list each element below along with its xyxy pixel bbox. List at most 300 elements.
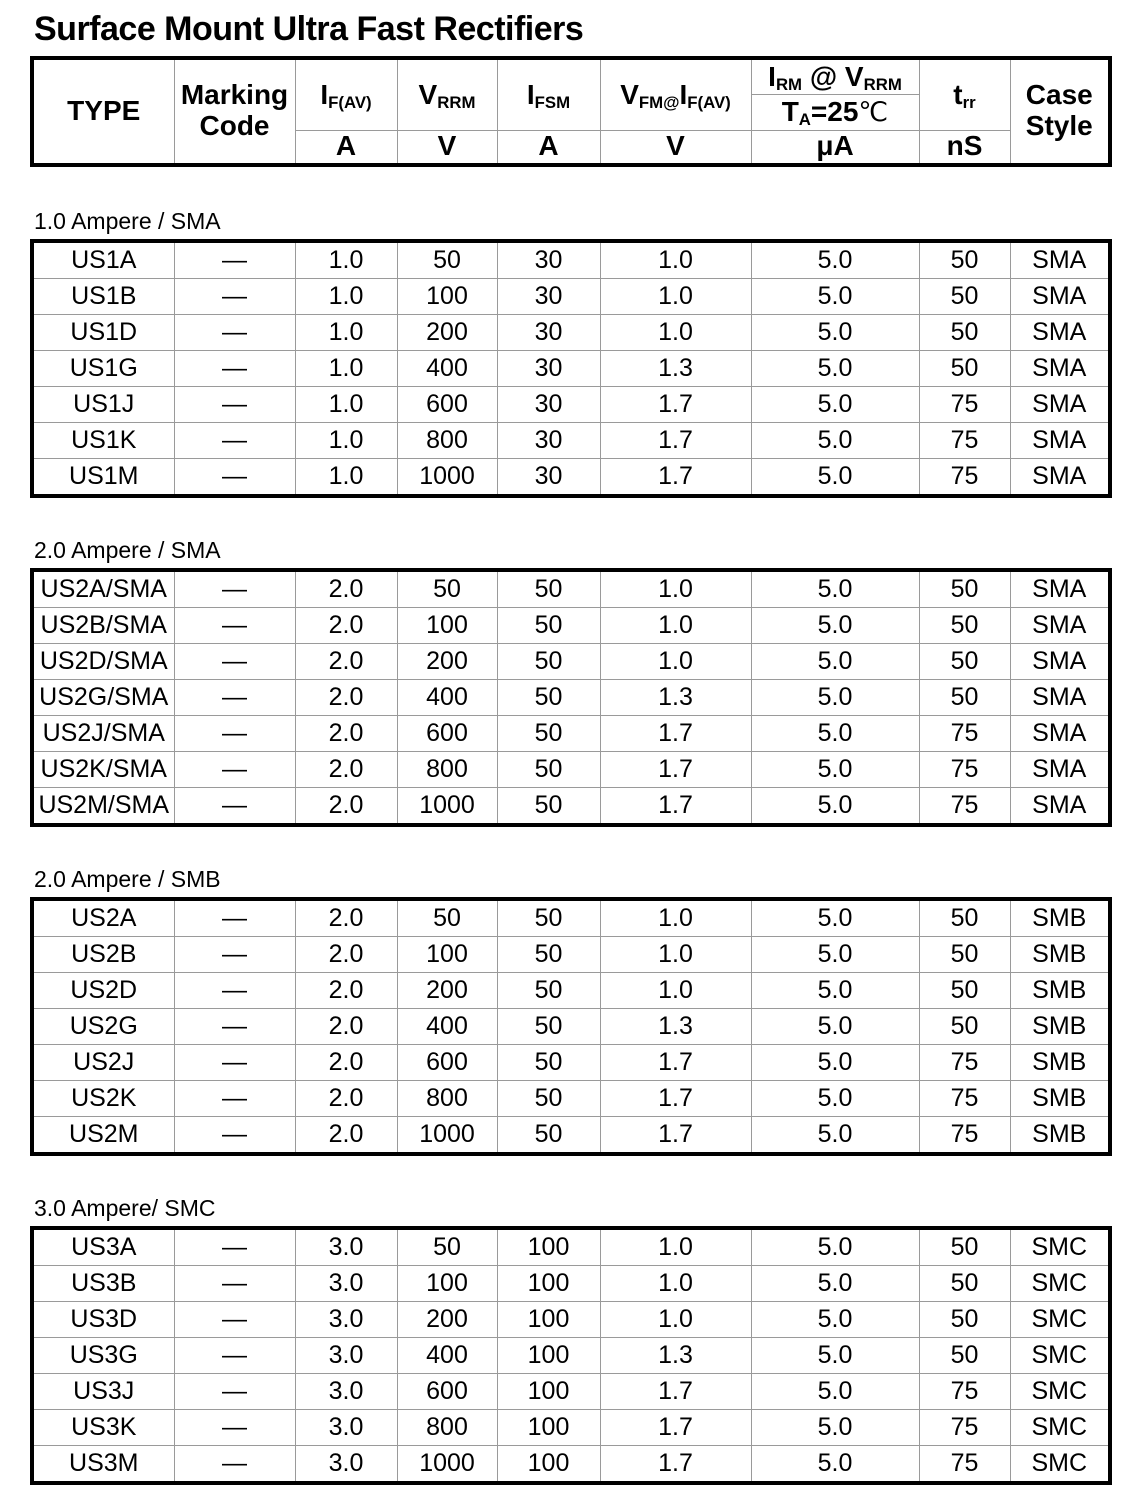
table-cell: 100 [397, 278, 497, 314]
table-cell: 50 [497, 1044, 600, 1080]
table-cell: 1.0 [295, 278, 397, 314]
table-cell: SMC [1010, 1373, 1110, 1409]
table-row [32, 1409, 1110, 1445]
table-cell: 1.3 [600, 1337, 751, 1373]
table-cell: SMC [1010, 1445, 1110, 1483]
table-row [32, 1080, 1110, 1116]
table-cell: SMA [1010, 278, 1110, 314]
table-cell: — [174, 422, 295, 458]
table-row [32, 787, 1110, 825]
table-cell: 400 [397, 350, 497, 386]
table-cell: 2.0 [295, 1008, 397, 1044]
table-body [32, 1228, 1110, 1483]
table-cell: 5.0 [751, 1301, 919, 1337]
table-cell: — [174, 899, 295, 937]
table-cell: 75 [919, 715, 1010, 751]
table-cell: US3K [32, 1409, 174, 1445]
table-cell: 1000 [397, 458, 497, 496]
table-cell: 75 [919, 1044, 1010, 1080]
table-cell: 2.0 [295, 643, 397, 679]
table-cell: 5.0 [751, 936, 919, 972]
spec-table-1a-sma [30, 239, 1112, 498]
table-cell: SMA [1010, 350, 1110, 386]
unit-trr: nS [919, 131, 1010, 165]
table-cell: 75 [919, 1409, 1010, 1445]
table-row [32, 751, 1110, 787]
irm-condition: $T_A=25℃$ [781, 96, 889, 130]
table-cell: 5.0 [751, 1373, 919, 1409]
table-cell: 5.0 [751, 1445, 919, 1483]
table-cell: 50 [919, 350, 1010, 386]
col-header-irm-at-vrrm [751, 58, 919, 131]
table-cell: 200 [397, 1301, 497, 1337]
table-cell: — [174, 1080, 295, 1116]
spec-table-3a-smc [30, 1226, 1112, 1485]
table-cell: US2K/SMA [32, 751, 174, 787]
table-row [32, 1373, 1110, 1409]
table-cell: 50 [497, 936, 600, 972]
table-cell: US3A [32, 1228, 174, 1266]
table-row [32, 899, 1110, 937]
table-cell: 2.0 [295, 1116, 397, 1154]
table-cell: — [174, 607, 295, 643]
spec-table-2a-sma [30, 568, 1112, 827]
table-cell: — [174, 1409, 295, 1445]
table-row [32, 350, 1110, 386]
table-cell: SMA [1010, 386, 1110, 422]
table-cell: 50 [397, 241, 497, 279]
col-header-trr: $t_{rr}$ [919, 58, 1010, 131]
table-cell: 50 [919, 643, 1010, 679]
table-cell: 50 [497, 1080, 600, 1116]
table-cell: 30 [497, 350, 600, 386]
table-row [32, 1301, 1110, 1337]
table-cell: SMC [1010, 1265, 1110, 1301]
table-cell: 1.0 [600, 607, 751, 643]
col-header-case-style: Case Style [1010, 58, 1110, 165]
table-cell: US2A/SMA [32, 570, 174, 608]
table-cell: 2.0 [295, 787, 397, 825]
table-cell: SMA [1010, 314, 1110, 350]
table-row [32, 972, 1110, 1008]
table-cell: 50 [497, 1116, 600, 1154]
table-row [32, 1044, 1110, 1080]
table-cell: 1.7 [600, 1445, 751, 1483]
section-label: 1.0 Ampere / SMA [34, 207, 221, 234]
table-cell: 100 [497, 1228, 600, 1266]
table-cell: 5.0 [751, 1044, 919, 1080]
table-cell: 30 [497, 314, 600, 350]
unit-if-av: A [295, 131, 397, 165]
table-cell: 5.0 [751, 386, 919, 422]
table-cell: — [174, 1044, 295, 1080]
table-cell: 50 [919, 314, 1010, 350]
table-cell: 5.0 [751, 751, 919, 787]
table-cell: 1.7 [600, 751, 751, 787]
table-cell: US2D [32, 972, 174, 1008]
table-cell: 50 [397, 1228, 497, 1266]
table-cell: SMB [1010, 899, 1110, 937]
table-cell: 2.0 [295, 715, 397, 751]
table-cell: 200 [397, 972, 497, 1008]
table-cell: 50 [919, 1337, 1010, 1373]
table-row [32, 278, 1110, 314]
table-cell: 50 [497, 607, 600, 643]
col-header-vfm-at-ifav: $V_{FM@}I_{F(AV)}$ [600, 58, 751, 131]
table-row [32, 1228, 1110, 1266]
table-cell: 3.0 [295, 1228, 397, 1266]
table-cell: 1.0 [295, 386, 397, 422]
table-body [32, 899, 1110, 1154]
table-body [32, 570, 1110, 825]
section-1a-sma [30, 209, 1111, 498]
table-cell: 5.0 [751, 1265, 919, 1301]
table-cell: 30 [497, 458, 600, 496]
table-row [32, 422, 1110, 458]
table-cell: 100 [497, 1265, 600, 1301]
table-row [32, 1008, 1110, 1044]
table-cell: US2B/SMA [32, 607, 174, 643]
table-cell: 400 [397, 1008, 497, 1044]
table-cell: US1G [32, 350, 174, 386]
table-cell: US2G [32, 1008, 174, 1044]
table-cell: SMB [1010, 936, 1110, 972]
col-header-marking-code: Marking Code [174, 58, 295, 165]
page-title: Surface Mount Ultra Fast Rectifiers [34, 10, 584, 48]
table-cell: SMA [1010, 679, 1110, 715]
table-cell: US1D [32, 314, 174, 350]
table-cell: 50 [919, 972, 1010, 1008]
table-row [32, 458, 1110, 496]
table-cell: — [174, 679, 295, 715]
table-cell: — [174, 386, 295, 422]
table-body [32, 241, 1110, 496]
table-cell: — [174, 1373, 295, 1409]
table-cell: 5.0 [751, 899, 919, 937]
table-cell: 50 [919, 1008, 1010, 1044]
table-cell: — [174, 314, 295, 350]
table-cell: US3J [32, 1373, 174, 1409]
table-cell: 5.0 [751, 458, 919, 496]
table-cell: SMA [1010, 422, 1110, 458]
table-cell: 1.0 [600, 278, 751, 314]
table-cell: US1A [32, 241, 174, 279]
table-cell: 1.0 [600, 899, 751, 937]
table-cell: 3.0 [295, 1373, 397, 1409]
table-cell: — [174, 241, 295, 279]
table-cell: 1.3 [600, 679, 751, 715]
table-cell: 5.0 [751, 715, 919, 751]
table-cell: 50 [497, 972, 600, 1008]
table-cell: 50 [919, 1301, 1010, 1337]
table-cell: SMC [1010, 1301, 1110, 1337]
table-cell: 5.0 [751, 972, 919, 1008]
table-cell: SMC [1010, 1409, 1110, 1445]
table-cell: 2.0 [295, 570, 397, 608]
table-row [32, 241, 1110, 279]
table-cell: 5.0 [751, 350, 919, 386]
table-row [32, 679, 1110, 715]
table-cell: 50 [497, 715, 600, 751]
table-cell: US1K [32, 422, 174, 458]
table-cell: SMA [1010, 241, 1110, 279]
table-cell: 800 [397, 1409, 497, 1445]
table-cell: 1.0 [600, 241, 751, 279]
table-cell: 3.0 [295, 1445, 397, 1483]
table-cell: 600 [397, 1373, 497, 1409]
table-cell: 1.0 [600, 1265, 751, 1301]
table-cell: 3.0 [295, 1301, 397, 1337]
table-cell: 1000 [397, 1116, 497, 1154]
unit-ifsm: A [497, 131, 600, 165]
table-cell: 5.0 [751, 643, 919, 679]
table-cell: US3D [32, 1301, 174, 1337]
col-header-if-av: $I_{F(AV)}$ [295, 58, 397, 131]
table-cell: 3.0 [295, 1265, 397, 1301]
table-cell: 100 [497, 1373, 600, 1409]
table-cell: 1.0 [295, 241, 397, 279]
table-cell: 1.0 [600, 643, 751, 679]
table-cell: 50 [397, 570, 497, 608]
table-cell: 100 [397, 936, 497, 972]
table-cell: 2.0 [295, 679, 397, 715]
table-cell: 1.3 [600, 1008, 751, 1044]
table-cell: 100 [497, 1409, 600, 1445]
table-cell: SMB [1010, 1116, 1110, 1154]
table-cell: — [174, 715, 295, 751]
table-cell: 50 [919, 607, 1010, 643]
table-cell: SMA [1010, 787, 1110, 825]
table-cell: 800 [397, 422, 497, 458]
table-cell: — [174, 1008, 295, 1044]
table-cell: 75 [919, 1445, 1010, 1483]
table-cell: 1.0 [600, 972, 751, 1008]
table-cell: 1.7 [600, 1116, 751, 1154]
table-cell: US2J/SMA [32, 715, 174, 751]
table-cell: — [174, 1301, 295, 1337]
table-cell: 600 [397, 386, 497, 422]
table-cell: 1.7 [600, 386, 751, 422]
table-cell: 2.0 [295, 936, 397, 972]
table-cell: 5.0 [751, 1409, 919, 1445]
table-cell: — [174, 458, 295, 496]
table-row [32, 1116, 1110, 1154]
col-header-vrrm: $V_{RRM}$ [397, 58, 497, 131]
table-cell: 75 [919, 458, 1010, 496]
table-cell: 75 [919, 787, 1010, 825]
table-cell: US1J [32, 386, 174, 422]
table-cell: 1.0 [295, 458, 397, 496]
table-cell: 5.0 [751, 1228, 919, 1266]
table-cell: 5.0 [751, 422, 919, 458]
spec-header-table [30, 56, 1112, 167]
table-cell: 2.0 [295, 899, 397, 937]
table-cell: 5.0 [751, 278, 919, 314]
table-cell: — [174, 972, 295, 1008]
table-cell: 5.0 [751, 1337, 919, 1373]
table-cell: — [174, 936, 295, 972]
table-cell: 1.7 [600, 422, 751, 458]
table-cell: 50 [497, 643, 600, 679]
section-2a-sma [30, 538, 1111, 827]
table-cell: SMA [1010, 607, 1110, 643]
table-cell: 50 [497, 570, 600, 608]
table-cell: 5.0 [751, 607, 919, 643]
table-cell: 600 [397, 1044, 497, 1080]
table-cell: 50 [919, 1265, 1010, 1301]
table-cell: US3M [32, 1445, 174, 1483]
section-label: 2.0 Ampere / SMB [34, 865, 221, 892]
table-cell: 5.0 [751, 1116, 919, 1154]
table-cell: US3G [32, 1337, 174, 1373]
table-cell: — [174, 1116, 295, 1154]
unit-vfm: V [600, 131, 751, 165]
section-2a-smb [30, 867, 1111, 1156]
table-cell: SMA [1010, 751, 1110, 787]
unit-vrrm: V [397, 131, 497, 165]
table-cell: 1.7 [600, 458, 751, 496]
table-cell: 5.0 [751, 570, 919, 608]
table-cell: 1.0 [295, 314, 397, 350]
table-cell: 50 [919, 1228, 1010, 1266]
table-cell: 1.0 [295, 422, 397, 458]
table-cell: 50 [919, 936, 1010, 972]
table-cell: SMC [1010, 1228, 1110, 1266]
header-main-row [32, 58, 1110, 131]
col-header-ifsm: $I_{FSM}$ [497, 58, 600, 131]
table-cell: US2G/SMA [32, 679, 174, 715]
table-cell: 30 [497, 422, 600, 458]
table-cell: 800 [397, 751, 497, 787]
table-cell: US2B [32, 936, 174, 972]
table-cell: US1M [32, 458, 174, 496]
table-row [32, 570, 1110, 608]
table-cell: 50 [919, 899, 1010, 937]
table-cell: 400 [397, 679, 497, 715]
table-row [32, 386, 1110, 422]
table-cell: 50 [497, 751, 600, 787]
table-cell: 75 [919, 386, 1010, 422]
irm-title: $I_{RM}$ @ $V_{RRM}$ [752, 60, 919, 95]
table-row [32, 607, 1110, 643]
table-cell: SMA [1010, 643, 1110, 679]
table-cell: 3.0 [295, 1409, 397, 1445]
table-cell: 50 [497, 787, 600, 825]
table-cell: 75 [919, 1080, 1010, 1116]
table-cell: 200 [397, 314, 497, 350]
table-cell: 1.7 [600, 1044, 751, 1080]
table-cell: SMA [1010, 715, 1110, 751]
spec-table-2a-smb [30, 897, 1112, 1156]
table-cell: — [174, 1445, 295, 1483]
table-cell: 800 [397, 1080, 497, 1116]
table-cell: US2M [32, 1116, 174, 1154]
unit-irm: μA [751, 131, 919, 165]
table-cell: 30 [497, 241, 600, 279]
table-cell: 1.7 [600, 1373, 751, 1409]
section-3a-smc [30, 1196, 1111, 1485]
table-cell: 100 [497, 1445, 600, 1483]
table-cell: 1.0 [600, 314, 751, 350]
table-cell: 2.0 [295, 1080, 397, 1116]
section-label: 3.0 Ampere/ SMC [34, 1194, 216, 1221]
table-row [32, 314, 1110, 350]
table-cell: — [174, 1228, 295, 1266]
table-cell: 1.0 [600, 1228, 751, 1266]
table-cell: 50 [397, 899, 497, 937]
table-cell: 75 [919, 751, 1010, 787]
table-row [32, 1265, 1110, 1301]
table-cell: US2D/SMA [32, 643, 174, 679]
table-cell: US2K [32, 1080, 174, 1116]
table-cell: SMB [1010, 1044, 1110, 1080]
table-cell: — [174, 787, 295, 825]
table-cell: US2A [32, 899, 174, 937]
table-cell: 100 [497, 1337, 600, 1373]
table-cell: 100 [397, 607, 497, 643]
table-cell: 1.7 [600, 715, 751, 751]
table-row [32, 1337, 1110, 1373]
table-cell: 5.0 [751, 787, 919, 825]
table-cell: — [174, 570, 295, 608]
table-cell: 600 [397, 715, 497, 751]
table-cell: 100 [497, 1301, 600, 1337]
table-cell: 30 [497, 278, 600, 314]
table-cell: US2J [32, 1044, 174, 1080]
table-cell: 1.7 [600, 1080, 751, 1116]
table-cell: 50 [919, 570, 1010, 608]
table-cell: 2.0 [295, 972, 397, 1008]
table-cell: SMC [1010, 1337, 1110, 1373]
table-cell: 1.0 [600, 936, 751, 972]
table-cell: 75 [919, 1373, 1010, 1409]
table-cell: 50 [497, 679, 600, 715]
table-cell: 50 [919, 278, 1010, 314]
table-cell: 100 [397, 1265, 497, 1301]
table-cell: — [174, 1265, 295, 1301]
table-cell: SMA [1010, 458, 1110, 496]
table-row [32, 1445, 1110, 1483]
table-cell: 2.0 [295, 607, 397, 643]
table-cell: — [174, 643, 295, 679]
table-cell: 75 [919, 1116, 1010, 1154]
table-cell: 50 [497, 899, 600, 937]
table-cell: 50 [919, 679, 1010, 715]
table-cell: 1.7 [600, 1409, 751, 1445]
table-cell: 5.0 [751, 1008, 919, 1044]
table-cell: — [174, 350, 295, 386]
table-row [32, 643, 1110, 679]
table-cell: SMA [1010, 570, 1110, 608]
table-cell: 400 [397, 1337, 497, 1373]
table-cell: 2.0 [295, 751, 397, 787]
table-cell: — [174, 751, 295, 787]
table-cell: SMB [1010, 972, 1110, 1008]
table-cell: 1.0 [295, 350, 397, 386]
section-label: 2.0 Ampere / SMA [34, 536, 221, 563]
table-cell: US1B [32, 278, 174, 314]
table-cell: 50 [497, 1008, 600, 1044]
table-cell: 1000 [397, 787, 497, 825]
table-cell: 5.0 [751, 314, 919, 350]
table-cell: US3B [32, 1265, 174, 1301]
table-cell: — [174, 1337, 295, 1373]
table-cell: — [174, 278, 295, 314]
table-cell: US2M/SMA [32, 787, 174, 825]
table-cell: 5.0 [751, 679, 919, 715]
table-cell: 1000 [397, 1445, 497, 1483]
table-cell: 1.3 [600, 350, 751, 386]
